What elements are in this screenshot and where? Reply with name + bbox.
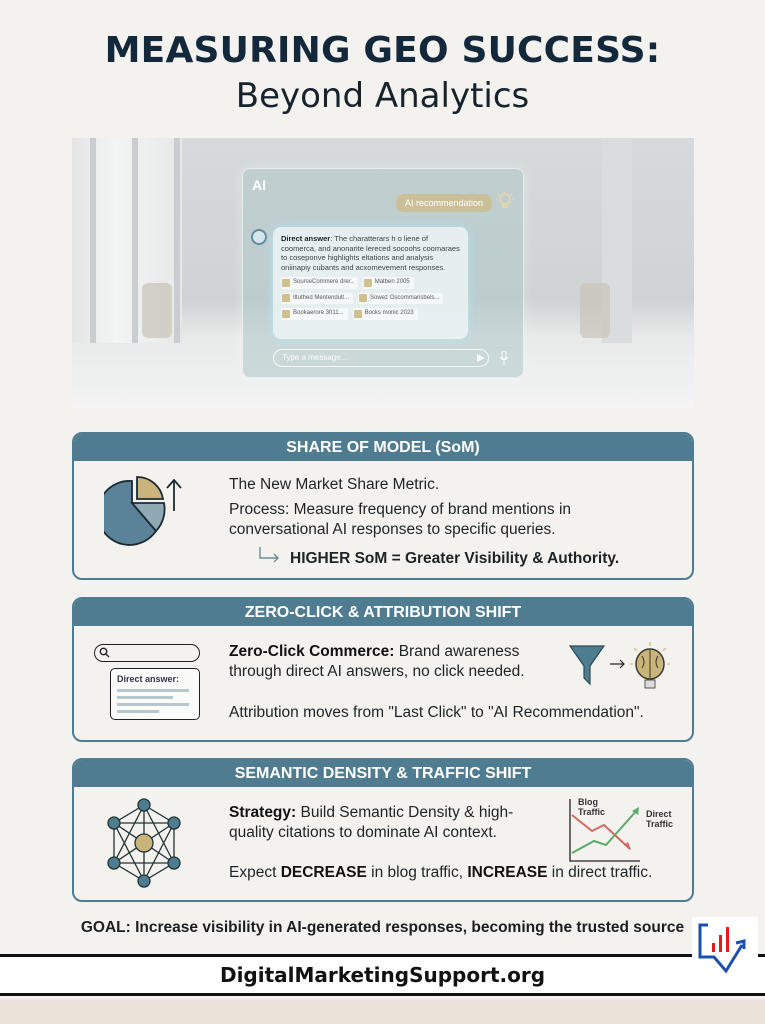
citation-list — [281, 277, 460, 320]
document-icon — [359, 294, 367, 302]
strategy-line2: quality citations to dominate AI context. — [229, 824, 497, 841]
traffic-expectation-line: Expect DECREASE in blog traffic, INCREASE in direct traffic. — [229, 864, 653, 881]
page-title: MEASURING GEO SUCCESS: — [104, 30, 661, 71]
direct-answer-bubble — [273, 227, 468, 339]
semantic-density-card — [72, 758, 694, 902]
goal-statement: GOAL: Increase visibility in AI-generated responses, becoming the trusted source — [80, 919, 685, 936]
network-graph-icon — [104, 797, 184, 889]
citation-chip[interactable]: Sowez Oscommarisbels... — [358, 293, 443, 305]
document-icon — [364, 279, 372, 287]
citation-chip[interactable]: SourseCommere drer.. — [281, 277, 358, 289]
hero-image — [72, 138, 694, 408]
direct-answer-label: Direct answer: — [117, 674, 180, 684]
document-icon — [354, 310, 362, 318]
ai-chat-panel — [242, 168, 524, 378]
ai-avatar-icon — [251, 229, 267, 245]
search-icon — [99, 647, 110, 658]
card-heading: SEMANTIC DENSITY & TRAFFIC SHIFT — [74, 760, 692, 787]
blog-traffic-label: Blog Traffic — [578, 797, 606, 817]
background-chair — [142, 283, 172, 338]
attribution-line: Attribution moves from "Last Click" to "AI Recommendation". — [229, 704, 644, 721]
citation-chip[interactable]: Bookaerore 3011... — [281, 308, 348, 320]
send-icon[interactable] — [477, 354, 485, 362]
microphone-icon[interactable] — [500, 351, 508, 365]
return-arrow-icon — [258, 547, 282, 565]
answer-lead: Direct answer — [281, 234, 331, 243]
chat-ai-label: AI — [252, 177, 266, 193]
direct-answer-illustration — [110, 668, 200, 720]
zero-click-card — [72, 597, 694, 742]
share-of-model-card — [72, 432, 694, 580]
traffic-shift-chart — [568, 797, 688, 865]
card-heading: SHARE OF MODEL (SoM) — [74, 434, 692, 461]
footer-site-link[interactable]: DigitalMarketingSupport.org — [0, 954, 765, 996]
message-input[interactable]: Type a message... — [273, 349, 489, 367]
bottom-strip — [0, 999, 765, 1024]
brand-logo-icon — [692, 917, 758, 981]
som-process-line2: conversational AI responses to specific queries. — [229, 521, 556, 538]
document-icon — [282, 310, 290, 318]
document-icon — [282, 279, 290, 287]
zero-click-line1: Zero-Click Commerce: Brand awareness — [229, 643, 520, 660]
direct-traffic-label: Direct Traffic — [646, 809, 674, 829]
document-icon — [282, 294, 290, 302]
page-subtitle: Beyond Analytics — [235, 76, 530, 116]
strategy-line1: Strategy: Build Semantic Density & high- — [229, 804, 514, 821]
card-heading: ZERO-CLICK & ATTRIBUTION SHIFT — [74, 599, 692, 626]
som-tagline: The New Market Share Metric. — [229, 476, 440, 493]
som-highlight: HIGHER SoM = Greater Visibility & Authority. — [290, 550, 620, 567]
som-process-line1: Process: Measure frequency of brand mentions in — [229, 501, 572, 518]
search-bar-illustration — [94, 644, 200, 662]
pie-chart-growth-icon — [104, 475, 184, 553]
citation-chip[interactable]: Bocks monic 2023 — [353, 308, 418, 320]
citation-chip[interactable]: Matben 2005 — [363, 277, 414, 289]
answer-text: : The charatterars h o liene of coomerca, and anonarite lereced socoohs coomaraes to coseponve highlights eltations and analysis oniinapiy cubants and acxomevement responses. — [281, 234, 460, 272]
zero-click-line2: through direct AI answers, no click needed. — [229, 663, 525, 680]
ai-recommendation-bubble: AI recommendation — [396, 194, 492, 212]
citation-chip[interactable]: Iltuthed Mentendult... — [281, 293, 353, 305]
lightbulb-icon — [496, 191, 514, 211]
funnel-to-brain-icon — [568, 638, 678, 698]
background-chair — [580, 283, 610, 338]
